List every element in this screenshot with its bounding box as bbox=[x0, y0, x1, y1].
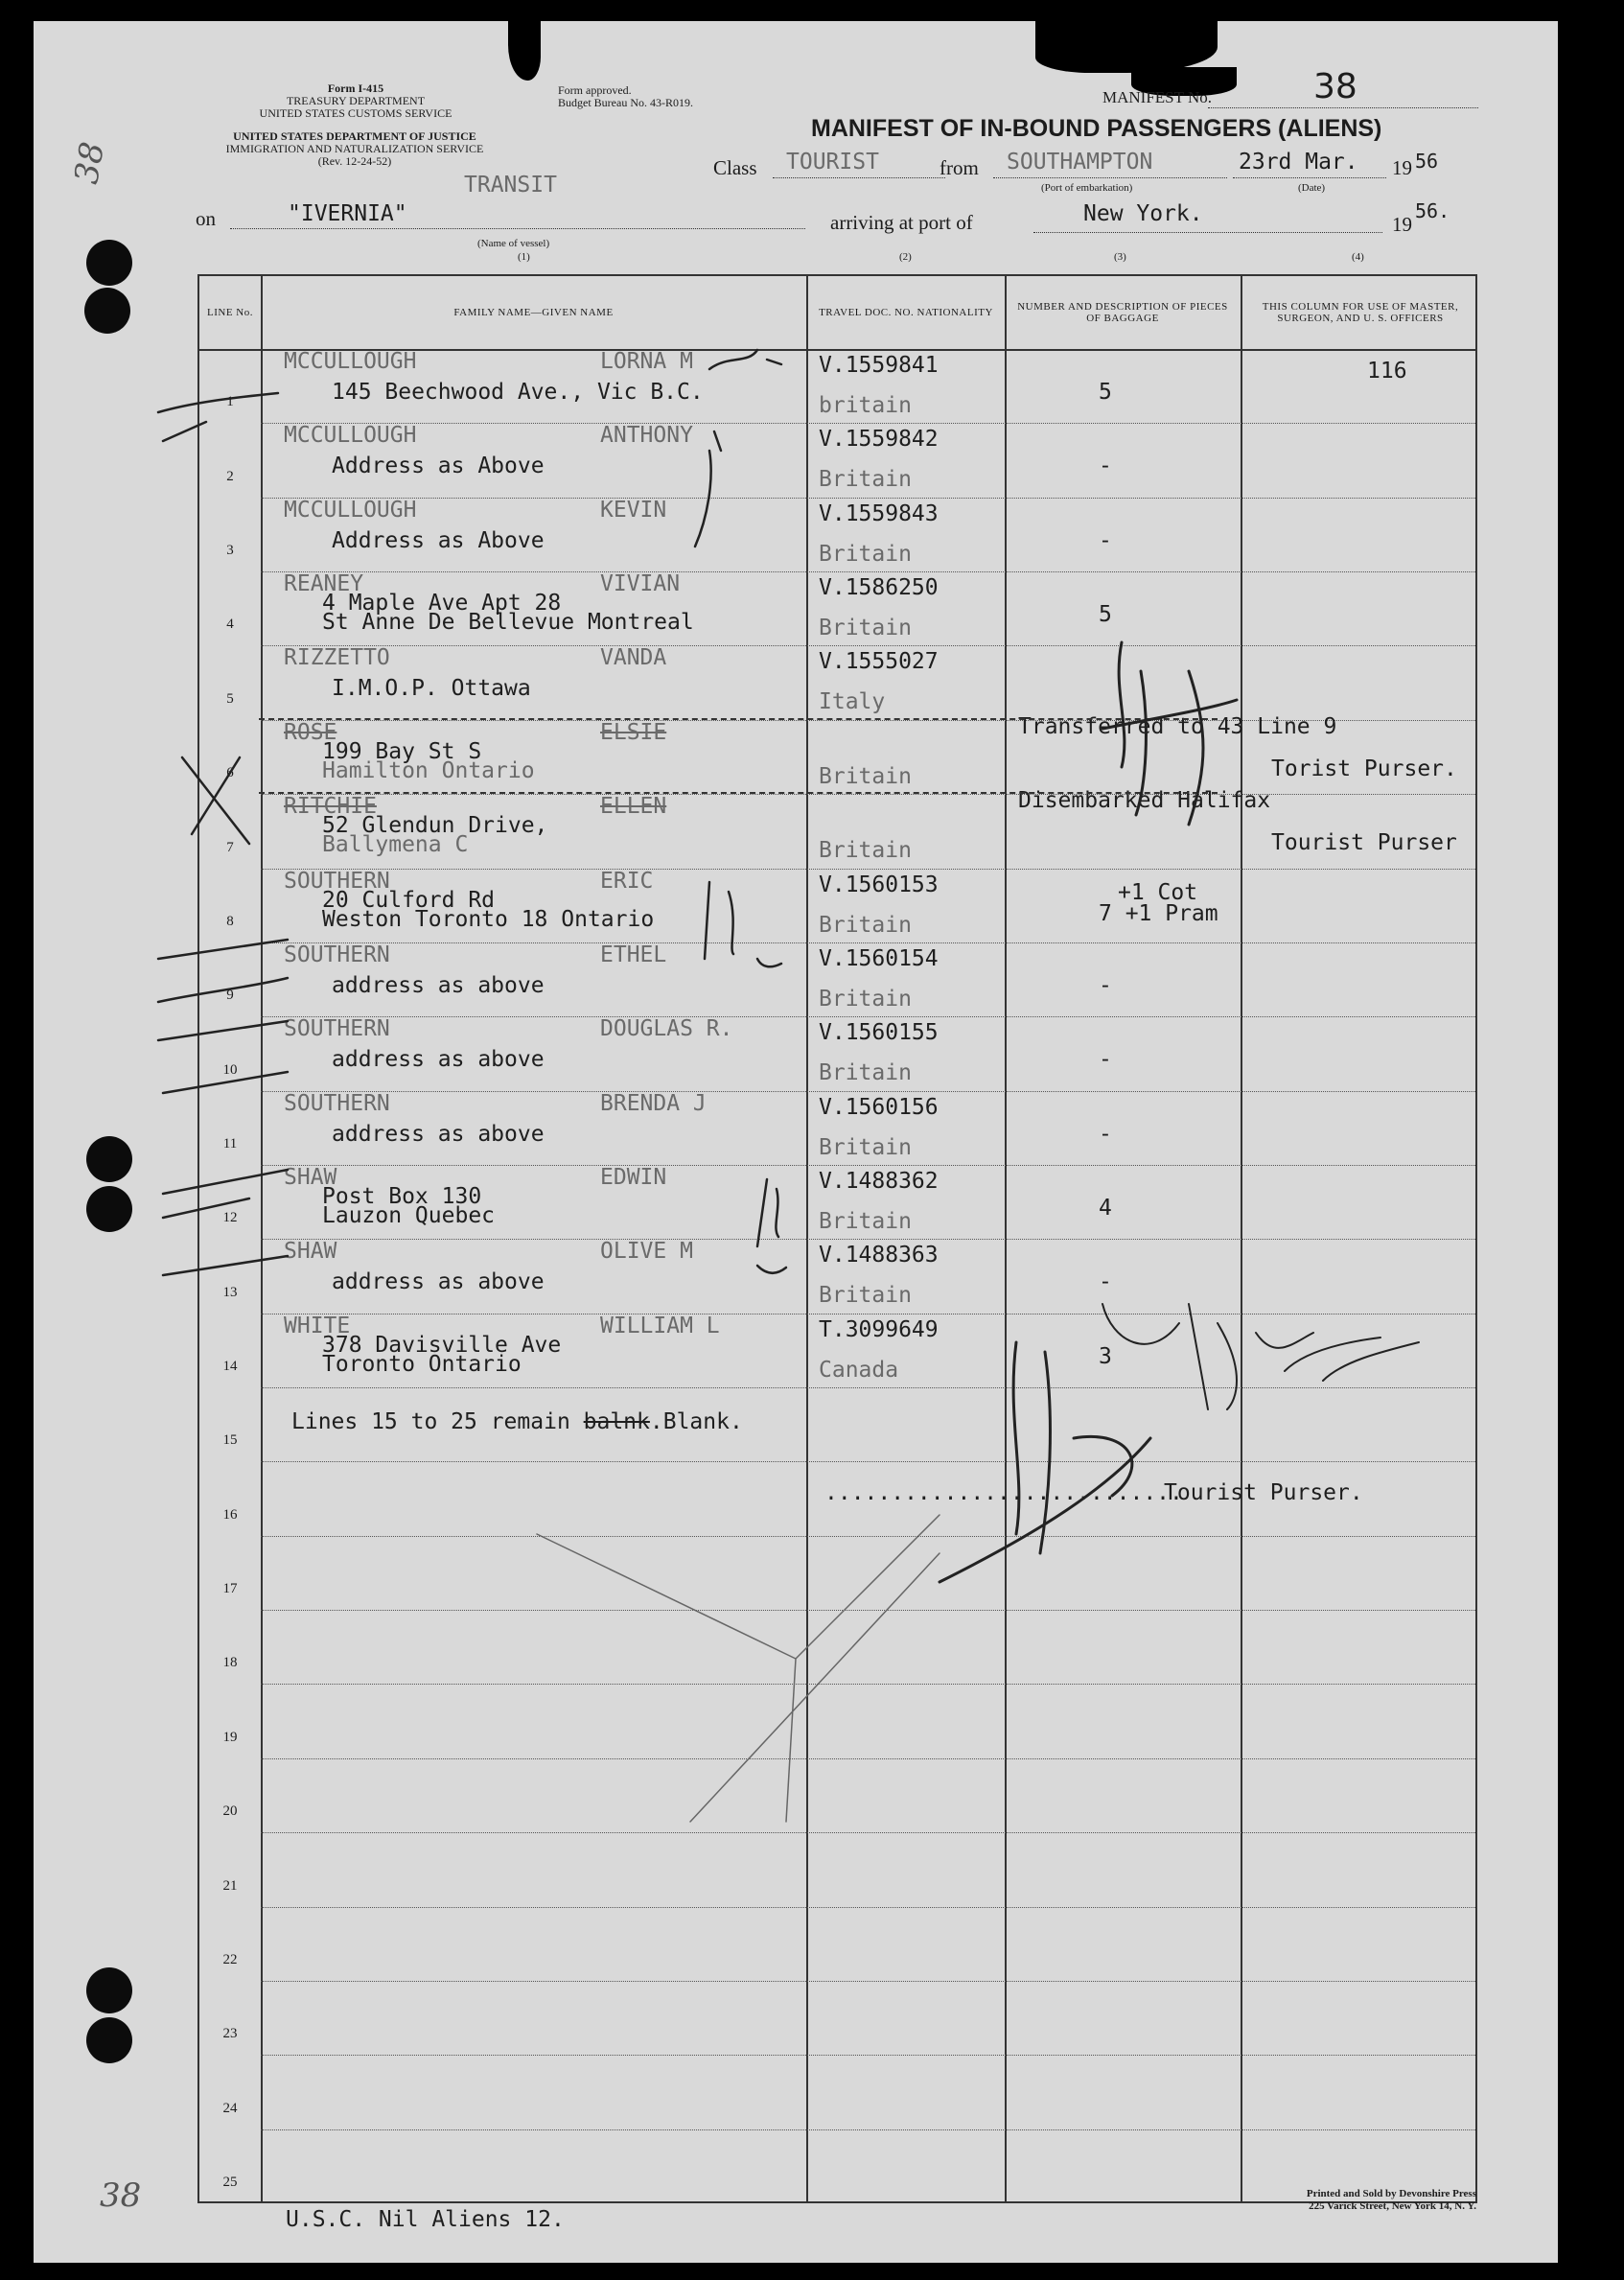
row-divider bbox=[261, 1239, 1475, 1240]
nationality: Britain bbox=[819, 838, 912, 864]
travel-doc-no: V.1488363 bbox=[819, 1243, 939, 1268]
purser-remark: Torist Purser. bbox=[1271, 756, 1457, 781]
line-number: 15 bbox=[222, 1432, 238, 1449]
ins-label: IMMIGRATION AND NATURALIZATION SERVICE bbox=[225, 142, 484, 155]
family-name: WHITE bbox=[284, 1313, 351, 1338]
given-name: VANDA bbox=[600, 645, 667, 671]
nationality: Britain bbox=[819, 1060, 912, 1086]
address-line-2: Weston Toronto 18 Ontario bbox=[322, 906, 655, 932]
customs-label: UNITED STATES CUSTOMS SERVICE bbox=[259, 106, 452, 120]
address-line-2: Ballymena C bbox=[322, 832, 469, 858]
row-divider bbox=[261, 423, 1475, 424]
line-number: 3 bbox=[226, 543, 234, 559]
purser-dots: ........................... bbox=[824, 1480, 1183, 1505]
row-divider bbox=[261, 498, 1475, 499]
row-divider bbox=[261, 1758, 1475, 1759]
family-name: MCCULLOUGH bbox=[284, 497, 417, 523]
travel-doc-no: V.1555027 bbox=[819, 649, 939, 675]
column-number-2: (2) bbox=[899, 251, 912, 263]
class-value: TOURIST bbox=[786, 150, 879, 174]
given-name: WILLIAM L bbox=[600, 1313, 720, 1338]
family-name: ROSE bbox=[284, 719, 337, 745]
line-number: 10 bbox=[222, 1061, 238, 1078]
line-number: 24 bbox=[222, 2100, 238, 2116]
row-divider bbox=[261, 1165, 1475, 1166]
baggage: 5 bbox=[1099, 602, 1112, 628]
vessel-caption: (Name of vessel) bbox=[477, 238, 550, 249]
travel-doc-no: V.1586250 bbox=[819, 575, 939, 601]
line-number: 22 bbox=[222, 1951, 238, 1967]
baggage: - bbox=[1099, 972, 1112, 998]
travel-doc-no: V.1560153 bbox=[819, 872, 939, 897]
nationality: Britain bbox=[819, 763, 912, 789]
nationality: Britain bbox=[819, 467, 912, 493]
footer-summary: U.S.C. Nil Aliens 12. bbox=[286, 2207, 565, 2232]
travel-doc-no: V.1559841 bbox=[819, 353, 939, 378]
embark-date: 23rd Mar. bbox=[1239, 150, 1358, 174]
header-name: FAMILY NAME—GIVEN NAME bbox=[453, 307, 614, 318]
punch-hole bbox=[86, 1186, 132, 1232]
nationality: Britain bbox=[819, 616, 912, 641]
family-name: SOUTHERN bbox=[284, 942, 390, 967]
from-label: from bbox=[940, 156, 979, 179]
row-divider bbox=[261, 2055, 1475, 2056]
justice-label: UNITED STATES DEPARTMENT OF JUSTICE bbox=[233, 129, 476, 143]
line-number: 4 bbox=[226, 617, 234, 633]
line-number: 18 bbox=[222, 1655, 238, 1671]
given-name: OLIVE M bbox=[600, 1239, 693, 1265]
family-name: MCCULLOUGH bbox=[284, 349, 417, 374]
punch-hole bbox=[86, 1136, 132, 1182]
given-name: EDWIN bbox=[600, 1164, 667, 1190]
line-number: 13 bbox=[222, 1284, 238, 1300]
line-number: 1 bbox=[226, 394, 234, 410]
travel-doc-no: V.1560155 bbox=[819, 1020, 939, 1046]
punch-hole bbox=[84, 288, 130, 334]
torn-edge bbox=[1035, 21, 1218, 73]
address-line-1: 199 Bay St S bbox=[322, 738, 482, 764]
nationality: britain bbox=[819, 393, 912, 418]
travel-doc-no: V.1560154 bbox=[819, 945, 939, 971]
address: address as above bbox=[332, 972, 545, 998]
baggage: - bbox=[1099, 454, 1112, 479]
nationality: Britain bbox=[819, 912, 912, 938]
baggage: - bbox=[1099, 1269, 1112, 1295]
line-number: 21 bbox=[222, 1877, 238, 1894]
baggage: +1 Cot bbox=[1118, 879, 1198, 905]
baggage-2: 7 +1 Pram bbox=[1099, 900, 1218, 926]
arrival-year: 56. bbox=[1415, 199, 1450, 222]
punch-hole bbox=[86, 2017, 132, 2063]
given-name: ELLEN bbox=[600, 794, 667, 820]
address: address as above bbox=[332, 1269, 545, 1295]
given-name: ELSIE bbox=[600, 719, 667, 745]
line-number: 23 bbox=[222, 2026, 238, 2042]
family-name: RIZZETTO bbox=[284, 645, 390, 671]
header-baggage: NUMBER AND DESCRIPTION OF PIECES OF BAGGAGE bbox=[1017, 301, 1228, 324]
line-number: 14 bbox=[222, 1359, 238, 1375]
address-line-2: St Anne De Bellevue Montreal bbox=[322, 610, 694, 636]
embark-caption: (Port of embarkation) bbox=[1041, 182, 1133, 194]
address: address as above bbox=[332, 1121, 545, 1147]
printer-line-1: Printed and Sold by Devonshire Press bbox=[1306, 2188, 1476, 2199]
travel-doc-no: V.1559843 bbox=[819, 500, 939, 526]
line-number: 19 bbox=[222, 1729, 238, 1745]
class-label: Class bbox=[713, 156, 757, 179]
given-name: BRENDA J bbox=[600, 1090, 707, 1116]
nationality: Britain bbox=[819, 1283, 912, 1309]
row-divider bbox=[261, 645, 1475, 646]
punch-hole bbox=[86, 240, 132, 286]
row-divider bbox=[261, 1684, 1475, 1685]
approval-note bbox=[558, 84, 693, 109]
line-number: 11 bbox=[222, 1135, 238, 1152]
row-divider bbox=[261, 1016, 1475, 1017]
address-line-1: 52 Glendun Drive, bbox=[322, 813, 548, 839]
transit-label: TRANSIT bbox=[464, 173, 557, 198]
arrival-year-prefix: 19 bbox=[1392, 213, 1412, 236]
row-divider bbox=[261, 942, 1475, 943]
line-number: 7 bbox=[226, 839, 234, 855]
address-line-1: 378 Davisville Ave bbox=[322, 1332, 562, 1358]
family-name: SOUTHERN bbox=[284, 1090, 390, 1116]
row-divider bbox=[261, 1387, 1475, 1388]
given-name: VIVIAN bbox=[600, 571, 681, 597]
row-divider bbox=[261, 1832, 1475, 1833]
lines-note-struck: balnk bbox=[583, 1409, 650, 1434]
margin-note: 38 bbox=[67, 139, 113, 187]
line-number: 25 bbox=[222, 2175, 238, 2190]
vessel-name: "IVERNIA" bbox=[288, 201, 407, 226]
given-name: ERIC bbox=[600, 868, 654, 894]
manifest-no-label: MANIFEST No. bbox=[1102, 88, 1212, 106]
printer-line-2: 225 Varick Street, New York 14, N. Y. bbox=[1309, 2200, 1476, 2212]
given-name: DOUGLAS R. bbox=[600, 1016, 733, 1042]
given-name: ETHEL bbox=[600, 942, 667, 967]
remark: Disembarked Halifax bbox=[1018, 788, 1271, 814]
line-number: 9 bbox=[226, 988, 234, 1004]
page-title: MANIFEST OF IN-BOUND PASSENGERS (ALIENS) bbox=[811, 115, 1382, 142]
column-number-1: (1) bbox=[518, 251, 530, 263]
header-officers: THIS COLUMN FOR USE OF MASTER, SURGEON, AND U. S. OFFICERS bbox=[1262, 301, 1459, 324]
address: I.M.O.P. Ottawa bbox=[332, 676, 531, 702]
manifest-no-value: 38 bbox=[1313, 67, 1357, 106]
baggage: 3 bbox=[1099, 1343, 1112, 1369]
family-name: MCCULLOUGH bbox=[284, 423, 417, 449]
printer-note bbox=[1193, 2188, 1476, 2213]
address: address as above bbox=[332, 1047, 545, 1073]
line-number: 2 bbox=[226, 468, 234, 484]
family-name: SOUTHERN bbox=[284, 1016, 390, 1042]
travel-doc-no: T.3099649 bbox=[819, 1316, 939, 1342]
line-number: 5 bbox=[226, 690, 234, 707]
row-divider bbox=[261, 869, 1475, 870]
baggage: - bbox=[1099, 1047, 1112, 1073]
address-line-1: 4 Maple Ave Apt 28 bbox=[322, 591, 562, 617]
baggage: 5 bbox=[1099, 380, 1112, 405]
purser-label: Tourist Purser. bbox=[1164, 1480, 1363, 1505]
line-number: 20 bbox=[222, 1803, 238, 1820]
address-line-2: Hamilton Ontario bbox=[322, 757, 535, 783]
agency-header bbox=[192, 130, 518, 168]
baggage: - bbox=[1099, 527, 1112, 553]
line-number: 6 bbox=[226, 765, 234, 781]
budget-bureau: Budget Bureau No. 43-R019. bbox=[558, 96, 693, 109]
address-line-1: 20 Culford Rd bbox=[322, 887, 496, 913]
given-name: LORNA M bbox=[600, 349, 693, 374]
address: 145 Beechwood Ave., Vic B.C. bbox=[332, 380, 704, 405]
column-number-4: (4) bbox=[1352, 251, 1364, 263]
nationality: Britain bbox=[819, 986, 912, 1012]
purser-remark: Tourist Purser bbox=[1271, 830, 1457, 856]
nationality: Britain bbox=[819, 1208, 912, 1234]
officer-note: 116 bbox=[1367, 359, 1407, 384]
travel-doc-no: V.1559842 bbox=[819, 427, 939, 453]
row-divider bbox=[261, 1461, 1475, 1462]
address: Address as Above bbox=[332, 454, 545, 479]
year-value: 56 bbox=[1415, 150, 1439, 173]
address-line-2: Lauzon Quebec bbox=[322, 1202, 496, 1228]
row-divider bbox=[261, 1536, 1475, 1537]
line-number: 16 bbox=[222, 1506, 238, 1523]
on-label: on bbox=[196, 207, 216, 230]
baggage: - bbox=[1099, 1121, 1112, 1147]
family-name: SHAW bbox=[284, 1239, 337, 1265]
nationality: Britain bbox=[819, 541, 912, 567]
form-header bbox=[197, 82, 514, 120]
treasury-label: TREASURY DEPARTMENT bbox=[286, 94, 426, 107]
travel-doc-no: V.1488362 bbox=[819, 1168, 939, 1194]
year-prefix: 19 bbox=[1392, 156, 1412, 179]
address-line-2: Toronto Ontario bbox=[322, 1351, 522, 1377]
nationality: Britain bbox=[819, 1134, 912, 1160]
line-number: 8 bbox=[226, 913, 234, 929]
line-number: 17 bbox=[222, 1581, 238, 1597]
family-name: RITCHIE bbox=[284, 794, 377, 820]
lines-note-end: .Blank. bbox=[649, 1409, 743, 1434]
row-divider bbox=[261, 1091, 1475, 1092]
row-divider bbox=[261, 1907, 1475, 1908]
family-name: REANEY bbox=[284, 571, 364, 597]
date-caption: (Date) bbox=[1298, 182, 1326, 194]
nationality: Italy bbox=[819, 689, 886, 715]
travel-doc-no: V.1560156 bbox=[819, 1094, 939, 1120]
lines-remain-note bbox=[291, 1409, 743, 1434]
address-line-1: Post Box 130 bbox=[322, 1183, 482, 1209]
punch-hole bbox=[86, 1967, 132, 2013]
given-name: KEVIN bbox=[600, 497, 667, 523]
strike-line bbox=[259, 792, 1218, 794]
line-number: 12 bbox=[222, 1210, 238, 1226]
embark-port: SOUTHAMPTON bbox=[1007, 150, 1153, 174]
given-name: ANTHONY bbox=[600, 423, 693, 449]
baggage: 4 bbox=[1099, 1195, 1112, 1221]
bottom-mark: 38 bbox=[100, 2176, 142, 2215]
revision-label: (Rev. 12-24-52) bbox=[317, 154, 392, 168]
address: Address as Above bbox=[332, 527, 545, 553]
form-approved: Form approved. bbox=[558, 83, 632, 97]
nationality: Canada bbox=[819, 1357, 899, 1383]
arriving-label: arriving at port of bbox=[830, 211, 973, 234]
family-name: SHAW bbox=[284, 1164, 337, 1190]
header-line-no: LINE No. bbox=[207, 307, 253, 318]
strike-line bbox=[259, 718, 1218, 720]
lines-note-text: Lines 15 to 25 remain bbox=[291, 1409, 584, 1434]
row-divider bbox=[261, 2129, 1475, 2130]
family-name: SOUTHERN bbox=[284, 868, 390, 894]
arrival-port: New York. bbox=[1083, 201, 1203, 226]
remark: Transferred to 43 Line 9 bbox=[1018, 713, 1337, 739]
form-number: Form I-415 bbox=[327, 81, 384, 95]
row-divider bbox=[261, 571, 1475, 572]
row-divider bbox=[261, 794, 1475, 795]
row-divider bbox=[261, 1610, 1475, 1611]
header-travel-doc: TRAVEL DOC. NO. NATIONALITY bbox=[819, 307, 993, 318]
column-number-3: (3) bbox=[1114, 251, 1126, 263]
row-divider bbox=[261, 1981, 1475, 1982]
